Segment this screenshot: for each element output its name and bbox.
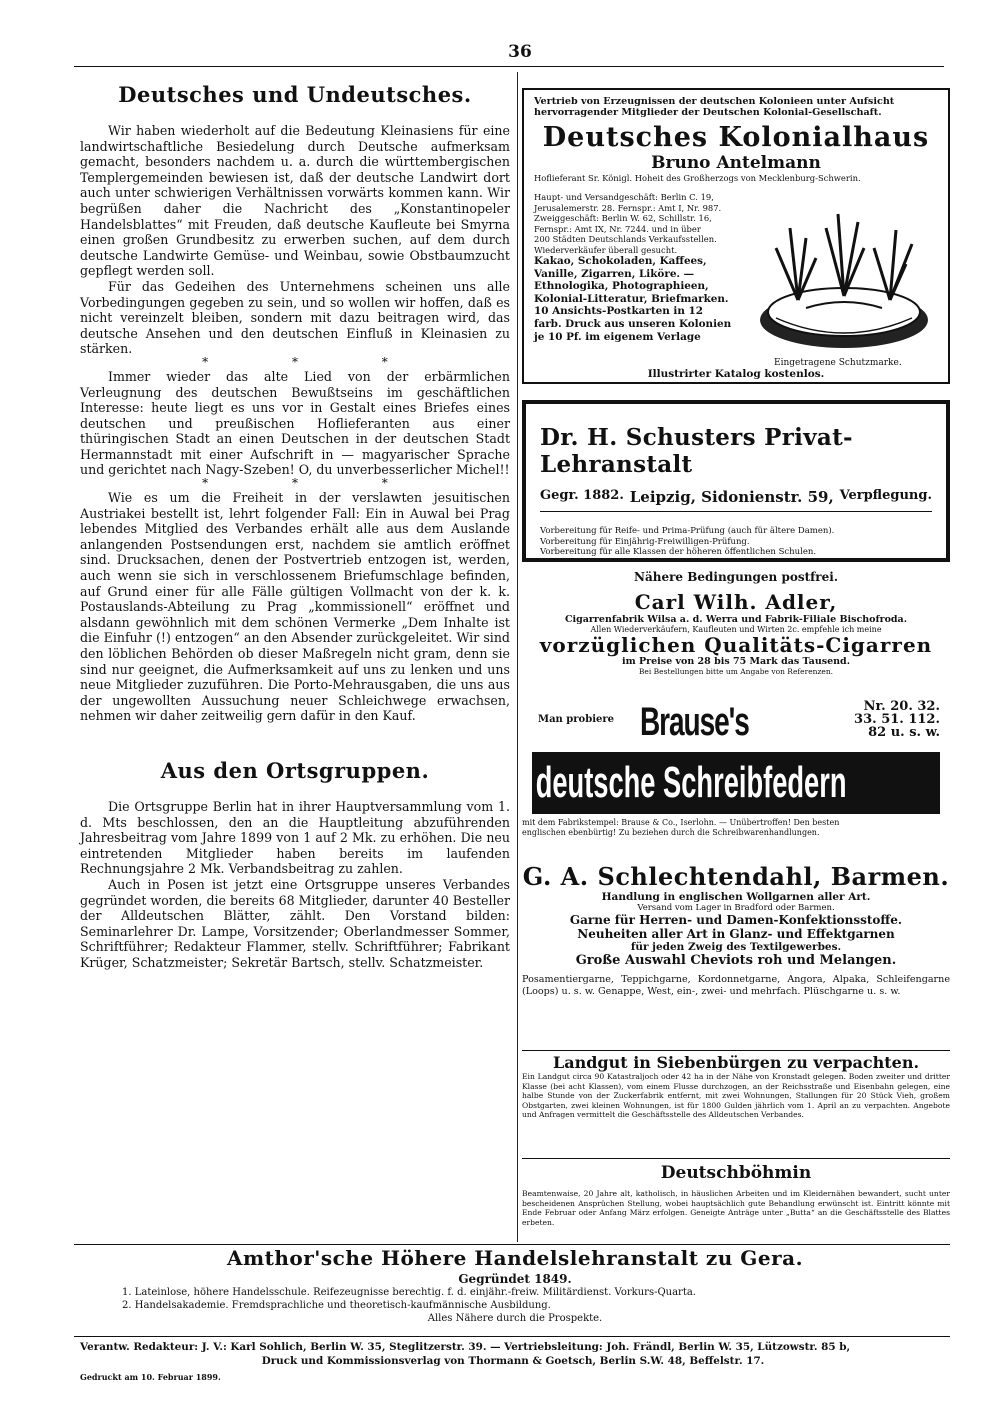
ad-body <box>534 192 732 343</box>
column-divider <box>517 72 518 1242</box>
trademark-label: Eingetragene Schutzmarke. <box>774 358 902 368</box>
ad-price: im Preise von 28 bis 75 Mark das Tausend. <box>622 656 850 667</box>
ad-schuster <box>522 400 950 584</box>
ad-landgut <box>522 1050 950 1152</box>
ad-header: Vertrieb von Erzeugnissen der deutschen Kolonieen unter Aufsicht hervorragender Mitglieder der Deutschen Kolonial-Gesellschaft. <box>534 96 895 118</box>
banner-text: deutsche Schreibfedern <box>535 758 847 807</box>
ad-supplier: Hoflieferant Sr. Königl. Hoheit des Großherzogs von Mecklenburg-Schwerin. <box>534 173 861 183</box>
article-title: Aus den Ortsgruppen. <box>160 757 430 783</box>
ad-line: Garne für Herren- und Damen-Konfektionsstoffe. <box>569 913 903 927</box>
section-separator: * * * <box>202 476 428 491</box>
ad-line: 1. Lateinlose, höhere Handelsschule. Reifezeugnisse berechtig. f. d. einjähr.-freiw. Militärdienst. Vorkurs-Quarta. <box>122 1287 696 1298</box>
ad-numbers <box>828 700 940 739</box>
imprint <box>80 1340 946 1368</box>
ad-title: Landgut in Siebenbürgen zu verpachten. <box>522 1050 950 1072</box>
ad-brand: Carl Wilh. Adler, <box>634 590 838 614</box>
ad-conditions: Nähere Bedingungen postfrei. <box>633 569 838 584</box>
ad-address: Haupt- und Versandgeschäft: Berlin C. 19, <box>534 192 714 202</box>
ad-brand: Dr. H. Schusters Privat-Lehranstalt <box>540 424 853 478</box>
ad-line: 2. Handelsakademie. Fremdsprachliche und theoretisch-kaufmännische Ausbildung. <box>122 1300 551 1311</box>
article-paragraph: Die Ortsgruppe Berlin hat in ihrer Hauptversammlung vom 1. d. Mts beschlossen, den an die Hauptleitung abzuführenden Jahresbeitrag vom Jahre 1899 von 1 auf 2 Mk. zu erhöhen. Die neu eintretenden Mitglieder haben bereits im laufenden Rechnungsjahre 2 Mk. Verbandsbeitrag zu zahlen. <box>80 798 510 877</box>
top-rule <box>74 66 944 67</box>
page-number: 36 <box>508 42 532 62</box>
palm-trademark-icon <box>746 208 942 356</box>
ad-number-line: 33. 51. 112. <box>854 712 940 727</box>
separator-rule <box>74 1336 950 1337</box>
article-paragraph: Immer wieder das alte Lied von der erbärmlichen Verleugnung des deutschen Bewußtseins im geschäftlichen Interesse: heute liegt es uns vor in Gestalt eines Briefes eines deutschen und preußischen Hoflieferanten aus einer thüringischen Stadt an einen Deutschen in der deutschen Stadt Hermannstadt mit einer Aufschrift in — magyarischer Sprache und gerichtet nach Nagy-Szeben! O, du unverbesserlicher Michel!! <box>80 368 510 478</box>
ad-line: englischen ebenbürtig! Zu beziehen durch die Schreibwarenhandlungen. <box>522 828 820 837</box>
article-paragraph: Auch in Posen ist jetzt eine Ortsgruppe unseres Verbandes gegründet worden, die bereits 68 Mitglieder, darunter 40 Besteller der Alldeutschen Blätter, zählt. Den Vorstand bilden: Seminarlehrer Dr. Lampe, Vorsitzender; Oberlandmesser Sommer, Schriftführer; Redakteur Flammer, stellv. Schriftführer; Fabrikant Krüger, Schatzmeister; Sekretär Bartsch, stellv. Schatzmeister. <box>80 876 510 970</box>
ad-address: Zweiggeschäft: Berlin W. 62, Schillstr. 16, <box>534 213 712 223</box>
ad-number-line: Nr. 20. 32. <box>863 699 940 714</box>
ad-body: Posamentiergarne, Teppichgarne, Kordonnetgarne, Angora, Alpaka, Schleifengarne (Loops) u. s. w. Genappe, West, ein-, zwei- und mehrfach. Plüschgarne u. s. w. <box>522 974 950 997</box>
ad-brause <box>522 700 950 848</box>
print-date: Gedruckt am 10. Februar 1899. <box>80 1372 221 1382</box>
ad-adler <box>522 590 950 686</box>
ad-line: Vorbereitung für Reife- und Prima-Prüfung (auch für ältere Damen). <box>540 526 835 536</box>
ad-intro: Man probiere <box>538 714 615 725</box>
ad-amthor <box>84 1246 946 1325</box>
ad-founded: Gegründet 1849. <box>458 1272 572 1286</box>
separator-rule <box>74 1244 950 1245</box>
ad-founded: Gegr. 1882. <box>540 488 624 503</box>
ad-line: Alles Nähere durch die Prospekte. <box>427 1313 603 1324</box>
ad-title: Amthor'sche Höhere Handelslehranstalt zu Gera. <box>226 1246 804 1270</box>
ad-line: Allen Wiederverkäufern, Kaufleuten und Wirten 2c. empfehle ich meine <box>590 625 882 634</box>
article-title: Deutsches und Undeutsches. <box>118 82 472 107</box>
ad-board: Verpflegung. <box>839 488 932 503</box>
ad-owner: Bruno Antelmann <box>651 153 821 173</box>
ad-schlechtendahl <box>522 862 950 1044</box>
ad-lines <box>540 526 932 558</box>
ad-brand: Deutsches Kolonialhaus <box>542 122 930 153</box>
ad-line: Große Auswahl Cheviots roh und Melangen. <box>575 953 897 968</box>
ad-title: Deutschböhmin <box>522 1158 950 1183</box>
ad-line: Vorbereitung für Einjährig-Freiwilligen-Prüfung. <box>540 536 750 547</box>
ad-kolonialhaus <box>522 88 950 384</box>
ad-line: Vorbereitung für alle Klassen der höheren öffentlichen Schulen. <box>540 547 817 557</box>
ad-catalog-note: Illustrirter Katalog kostenlos. <box>647 368 825 380</box>
ad-line: Neuheiten aller Art in Glanz- und Effektgarnen <box>577 927 895 941</box>
ad-address: Leipzig, Sidonienstr. 59, <box>629 488 834 506</box>
article-paragraph: Wir haben wiederholt auf die Bedeutung Kleinasiens für eine landwirtschaftliche Besiedelung durch Deutsche aufmerksam gemacht, besonders nachdem u. a. durch die württembergischen Templergemeinden bewiesen ist, daß der deutsche Landwirt dort auch unter schwierigen Verhältnissen vorwärts kommen kann. Wir begrüßen daher die Nachricht des „Konstantinopeler Handelsblattes“ mit Freuden, daß deutsche Kaufleute bei Smyrna einen großen Grundbesitz zu erwerben suchen, auf dem durch deutsche Landwirte Gemüse- und Weinbau, sowie Obstbaumzucht gepflegt werden soll. <box>80 123 510 279</box>
imprint-line: Druck und Kommissionsverlag von Thormann & Goetsch, Berlin S.W. 48, Beffelstr. 17. <box>261 1355 765 1367</box>
ad-line: Handlung in englischen Wollgarnen aller Art. <box>601 891 871 903</box>
section-separator: * * * <box>202 354 428 369</box>
ad-headline: vorzüglichen Qualitäts-Cigarren <box>539 633 933 657</box>
ad-address: Jerusalemerstr. 28. Fernspr.: Amt I, Nr. 987. <box>534 202 722 213</box>
ad-line: Cigarrenfabrik Wilsa a. d. Werra und Fabrik-Filiale Bischofroda. <box>564 614 908 625</box>
ad-deutschboehmin <box>522 1158 950 1242</box>
article-paragraph: Wie es um die Freiheit in der verslawten jesuitischen Austriakei bestellt ist, lehrt folgender Fall: Ein in Auwal bei Prag lebendes Mitglied des Verbandes erhält alle aus dem Auslande anlangenden Postsendungen erst, nachdem sie amtlich eröffnet sind. Drucksachen, denen der Postvertrieb entzogen ist, werden, auch wenn sie sich in verschlossenem Briefumschlage befinden, auf Grund einer für alle Fälle gültigen Vollmacht von der k. k. Postauslands-Abteilung zu Prag „kommissionell“ eröffnet und alsdann gewöhnlich mit dem schönen Vermerke „Dem Inhalte ist die Einfuhr (!) entzogen“ an den Absender zurückgeleitet. Wir sind den löblichen Behörden ob dieser Maßregeln nicht gram, denn sie sind nur geeignet, die Aufmerksamkeit auf uns zu lenken und uns neue Mitglieder zuzuführen. Die Porto-Mehrausgaben, die uns aus der ungewollten Aussuchung neuer Schleichwege erwachsen, nehmen wir daher zeitweilig gern dafür in den Kauf. <box>80 490 510 724</box>
ad-address: Fernspr.: Amt IX, Nr. 7244. und in über <box>534 223 701 234</box>
article-paragraph: Für das Gedeihen des Unternehmens scheinen uns alle Vorbedingungen gegeben zu sein, und so wollen wir hoffen, daß es nicht vereinzelt bleiben, sondern mit dazu beitragen wird, das deutsche Ansehen und den deutschen Einfluß in Kleinasien zu stärken. <box>80 278 510 357</box>
ad-line: Bei Bestellungen bitte um Angabe von Referenzen. <box>638 667 834 676</box>
ad-address: 200 Städten Deutschlands Verkaufsstellen. <box>534 234 717 244</box>
ad-line: für jeden Zweig des Textilgewerbes. <box>630 941 842 953</box>
ad-banner <box>532 752 940 814</box>
ad-footnote <box>522 818 950 838</box>
ad-body: Beamtenwaise, 20 Jahre alt, katholisch, in häuslichen Arbeiten und im Kleidernähen bewandert, sucht unter bescheidenen Ansprüchen Stellung, wobei hauptsächlich gute Behandlung erwünscht ist. Eintritt könnte mit Ende Februar oder Anfang März erfolgen. Geneigte Anträge unter „Butta“ an die Geschäftsstelle des Blattes erbeten. <box>522 1189 950 1227</box>
ad-brand: Brause's <box>640 700 749 744</box>
ad-line: mit dem Fabrikstempel: Brause & Co., Iserlohn. — Unübertroffen! Den besten <box>522 818 840 827</box>
left-column <box>80 82 510 971</box>
ad-address-line <box>540 488 932 512</box>
ad-products: Kakao, Schokoladen, Kaffees, Vanille, Zigarren, Liköre. — Ethnologika, Photographieen, Kolonial-Litteratur, Briefmarken. 10 Ansichts-Postkarten in 12 farb. Druck aus unseren Kolonien je 10 Pf. im eigenem Verlage <box>534 255 732 343</box>
ad-brand: G. A. Schlechtendahl, Barmen. <box>522 862 950 891</box>
ad-number-line: 82 u. s. w. <box>868 725 940 740</box>
imprint-line: Verantw. Redakteur: J. V.: Karl Sohlich, Berlin W. 35, Steglitzerstr. 39. — Vertriebsleitung: Joh. Frändl, Berlin W. 35, Lützowstr. 85 b, <box>80 1341 851 1353</box>
ad-body: Ein Landgut circa 90 Katastraljoch oder 42 ha in der Nähe von Kronstadt gelegen. Boden zweiter und dritter Klasse (bei acht Klassen), vom einem Flusse durchzogen, an der Reichsstraße und Eisenbahn gelegen, eine halbe Stunde von der Zuckerfabrik entfernt, mit zwei Wohnungen, Stallungen für 20 Stück Vieh, großem Obstgarten, zwei kleinen Wohnungen, ist für 1800 Gulden jährlich vom 1. April an zu verpachten. Angebote und Anfragen vermittelt die Geschäftsstelle des Alldeutschen Verbandes. <box>522 1072 950 1119</box>
ad-line: Versand vom Lager in Bradford oder Barmen. <box>637 903 835 913</box>
ad-address: Wiederverkäufer überall gesucht. <box>534 244 678 255</box>
